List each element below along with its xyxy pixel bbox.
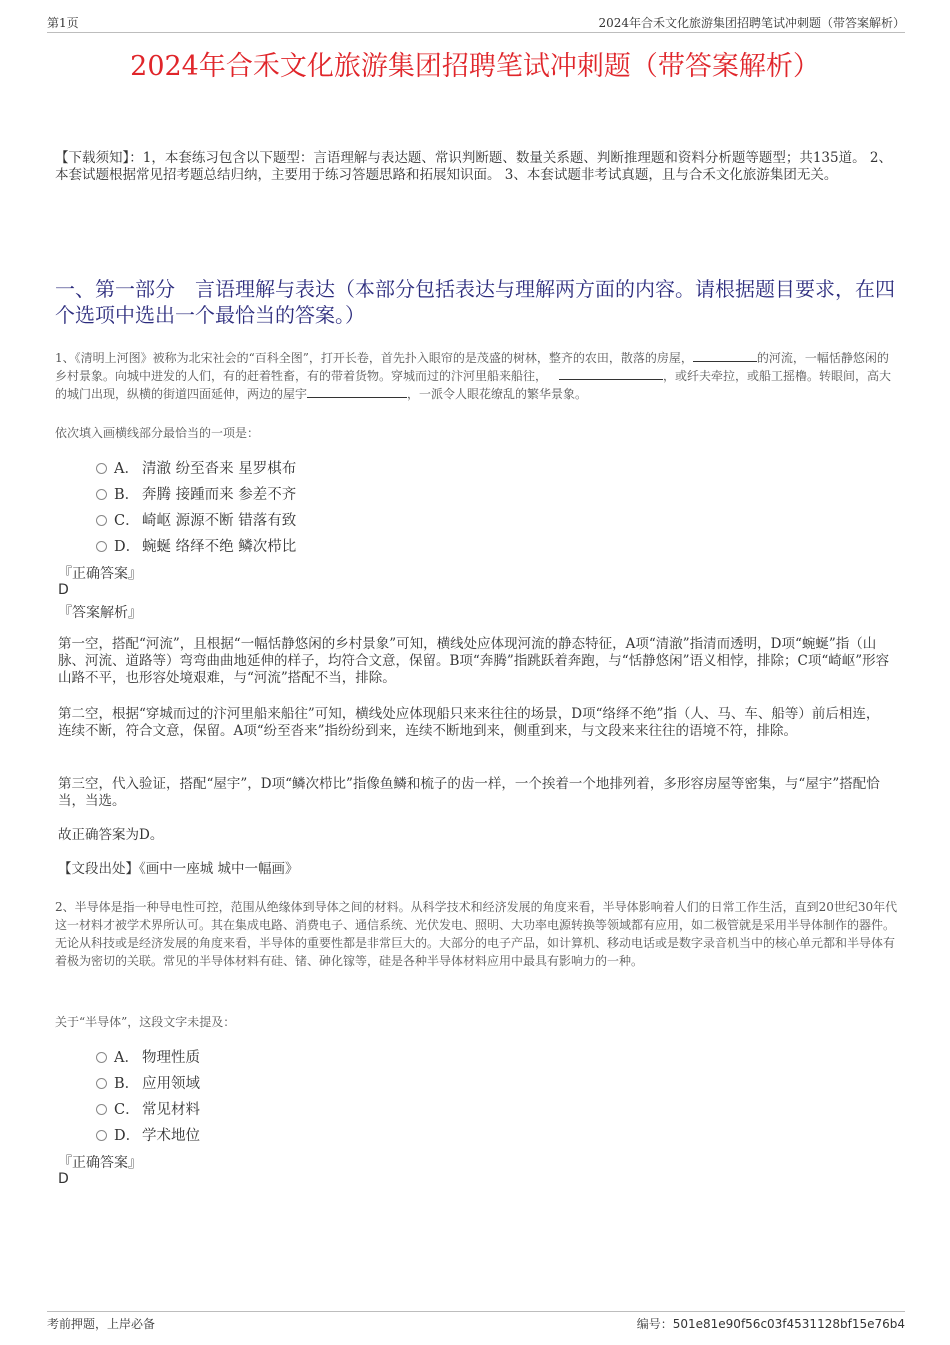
page-number: 第1页 (47, 16, 79, 30)
header-doc-title: 2024年合禾文化旅游集团招聘笔试冲刺题（带答案解析） (598, 16, 905, 30)
option-text: 蜿蜒 络绎不绝 鳞次栉比 (142, 539, 297, 555)
q1-option-b[interactable] (96, 483, 296, 504)
radio-icon[interactable] (96, 541, 107, 552)
option-letter: D． (114, 539, 141, 555)
option-letter: B． (114, 487, 140, 503)
footer-slogan: 考前押题，上岸必备 (47, 1317, 156, 1331)
section-heading: 一、第一部分 言语理解与表达（本部分包括表达与理解两方面的内容。请根据题目要求，在四个选项中选出一个最恰当的答案。） (55, 277, 895, 327)
q2-option-d[interactable] (96, 1124, 200, 1145)
radio-icon[interactable] (96, 1104, 107, 1115)
q1-text-part-d: ，一派令人眼花缭乱的繁华景象。 (407, 387, 588, 401)
q1-option-c[interactable] (96, 509, 296, 530)
option-text: 应用领域 (142, 1076, 200, 1092)
download-notice: 【下载须知】：1，本套练习包含以下题型：言语理解与表达题、常识判断题、数量关系题、判断推理题和资料分析题等题型；共135道。 2、本套试题根据常见招考题总结归纳，主要用于练习答题思路和拓展知识面。 3、本套试题非考试真题，且与合禾文化旅游集团无关。 (55, 150, 892, 183)
q1-analysis-para-4: 故正确答案为D。 (58, 827, 164, 843)
question-2-text: 2、半导体是指一种导电性可控，范围从绝缘体到导体之间的材料。从科学技术和经济发展的角度来看，半导体影响着人们的日常工作生活，直到20世纪30年代这一材料才被学术界所认可。其在集成电路、消费电子、通信系统、光伏发电、照明、大功率电源转换等领域都有应用，如二极管就是采用半导体制作的器件。无论从科技或是经济发展的角度来看，半导体的重要性都是非常巨大的。大部分的电子产品，如计算机、移动电话或是数字录音机当中的核心单元都和半导体有着极为密切的关联。常见的半导体材料有硅、锗、砷化镓等，硅是各种半导体材料应用中最具有影响力的一种。 (55, 900, 898, 968)
q1-analysis-label: 『答案解析』 (58, 605, 142, 621)
radio-icon[interactable] (96, 489, 107, 500)
radio-icon[interactable] (96, 1078, 107, 1089)
footer-code-value: 501e81e90f56c03f4531128bf15e76b4 (672, 1317, 905, 1331)
q1-source: 【文段出处】《画中一座城 城中一幅画》 (58, 861, 299, 877)
q1-analysis-para-1: 第一空，搭配“河流”，且根据“一幅恬静悠闲的乡村景象”可知，横线处应体现河流的静态特征，A项“清澈”指清而透明，D项“蜿蜒”指（山脉、河流、道路等）弯弯曲曲地延伸的样子，均符合文意，保留。B项“奔腾”指跳跃着奔跑，与“恬静悠闲”语义相悖，排除；C项“崎岖”形容山路不平，也形容处境艰难，与“河流”搭配不当，排除。 (58, 636, 890, 686)
fill-blank-2 (559, 367, 663, 380)
q2-answer: D (58, 1171, 69, 1187)
option-text: 崎岖 源源不断 错落有致 (142, 513, 297, 529)
option-letter: B． (114, 1076, 140, 1092)
q2-option-a[interactable] (96, 1046, 200, 1067)
option-text: 奔腾 接踵而来 参差不齐 (142, 487, 297, 503)
option-text: 物理性质 (142, 1050, 200, 1066)
fill-blank-1 (693, 349, 757, 362)
radio-icon[interactable] (96, 1130, 107, 1141)
option-text: 学术地位 (142, 1128, 200, 1144)
option-letter: A． (114, 1050, 139, 1066)
option-text: 常见材料 (142, 1102, 200, 1118)
radio-icon[interactable] (96, 463, 107, 474)
option-letter: A． (114, 461, 139, 477)
question-1-prompt: 依次填入画横线部分最恰当的一项是： (55, 426, 260, 440)
q1-option-d[interactable] (96, 535, 296, 556)
q1-text-part-a: 1、《清明上河图》被称为北宋社会的“百科全图”，打开长卷，首先扑入眼帘的是茂盛的树林，整齐的农田，散落的房屋， (55, 351, 693, 365)
q2-option-b[interactable] (96, 1072, 200, 1093)
q1-text-part-b: 的河流，一幅恬静悠闲的乡村景象。向城中进发的人们，有的赶着牲畜，有的带着货物。穿城而过的汴河里船来船往， (55, 351, 889, 383)
page-footer (47, 1311, 905, 1331)
page-title: 2024年合禾文化旅游集团招聘笔试冲刺题（带答案解析） (130, 51, 820, 82)
q2-answer-label: 『正确答案』 (58, 1155, 142, 1171)
page-header (47, 14, 905, 33)
q1-answer: D (58, 582, 69, 598)
q2-option-c[interactable] (96, 1098, 200, 1119)
footer-code-label: 编号： (636, 1317, 673, 1331)
radio-icon[interactable] (96, 515, 107, 526)
q1-option-a[interactable] (96, 457, 296, 478)
q1-analysis-para-3: 第三空，代入验证，搭配“屋宇”，D项“鳞次栉比”指像鱼鳞和梳子的齿一样，一个挨着一个地排列着，多形容房屋等密集，与“屋宇”搭配恰当，当选。 (58, 776, 880, 809)
q1-text-part-c: ，或纤夫牵拉，或船工摇橹。转眼间，高大的城门出现，纵横的街道四面延伸，两边的屋宇 (55, 369, 892, 401)
question-1-text (55, 349, 900, 403)
q1-answer-label: 『正确答案』 (58, 566, 142, 582)
question-2-prompt: 关于“半导体”，这段文字未提及： (55, 1015, 236, 1029)
option-letter: C． (114, 513, 140, 529)
option-letter: C． (114, 1102, 140, 1118)
option-text: 清澈 纷至沓来 星罗棋布 (142, 461, 297, 477)
radio-icon[interactable] (96, 1052, 107, 1063)
fill-blank-3 (307, 385, 407, 398)
footer-code (637, 1315, 905, 1332)
q1-analysis-para-2: 第二空，根据“穿城而过的汴河里船来船往”可知，横线处应体现船只来来往往的场景，D项“络绎不绝”指（人、马、车、船等）前后相连，连续不断，符合文意，保留。A项“纷至沓来”指纷纷到来，连续不断地到来，侧重到来，与文段来来往往的语境不符，排除。 (58, 706, 880, 739)
option-letter: D． (114, 1128, 141, 1144)
